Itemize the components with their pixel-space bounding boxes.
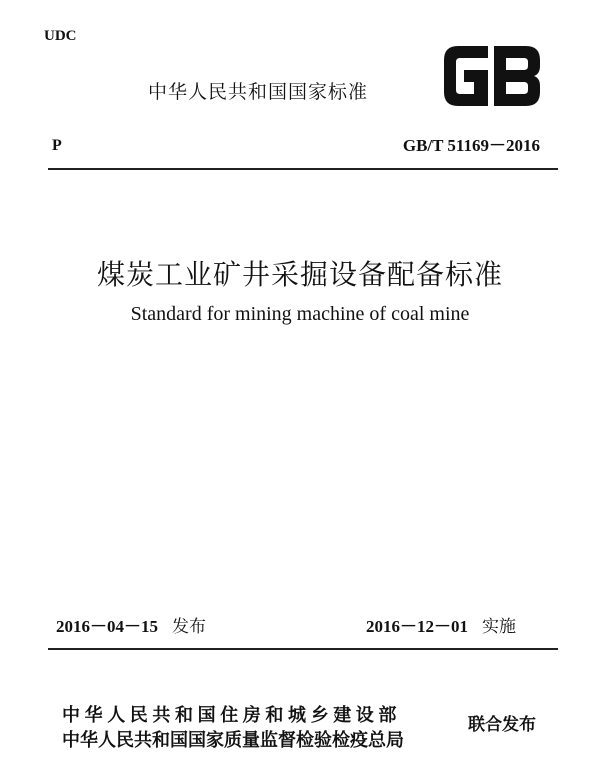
classification-code: P [52,137,62,154]
implement-date: 2016－12－01 [366,617,468,636]
standard-number: GB/T 51169－2016 [402,136,540,155]
udc-label: UDC [44,28,77,44]
issue-date-block [56,612,206,637]
header-divider [48,168,558,170]
issue-label: 发布 [172,617,206,637]
issuer-mohurd: 中华人民共和国住房和城乡建设部 [62,705,401,726]
implement-label: 实施 [482,617,516,637]
gb-logo-g-mark [444,46,488,106]
issuer-aqsiq: 中华人民共和国国家质量监督检验检疫总局 [62,730,404,751]
implement-date-block [366,612,516,637]
national-standard-label: 中华人民共和国国家标准 [148,81,369,103]
title-english: Standard for mining machine of coal mine [130,303,470,325]
gb-logo-b-mark [494,46,540,106]
footer-divider [48,648,558,650]
issue-date: 2016－04－15 [56,617,158,636]
joint-issue-label: 联合发布 [468,715,536,735]
gb-logo [440,40,544,112]
title-chinese: 煤炭工业矿井采掘设备配备标准 [96,258,503,291]
